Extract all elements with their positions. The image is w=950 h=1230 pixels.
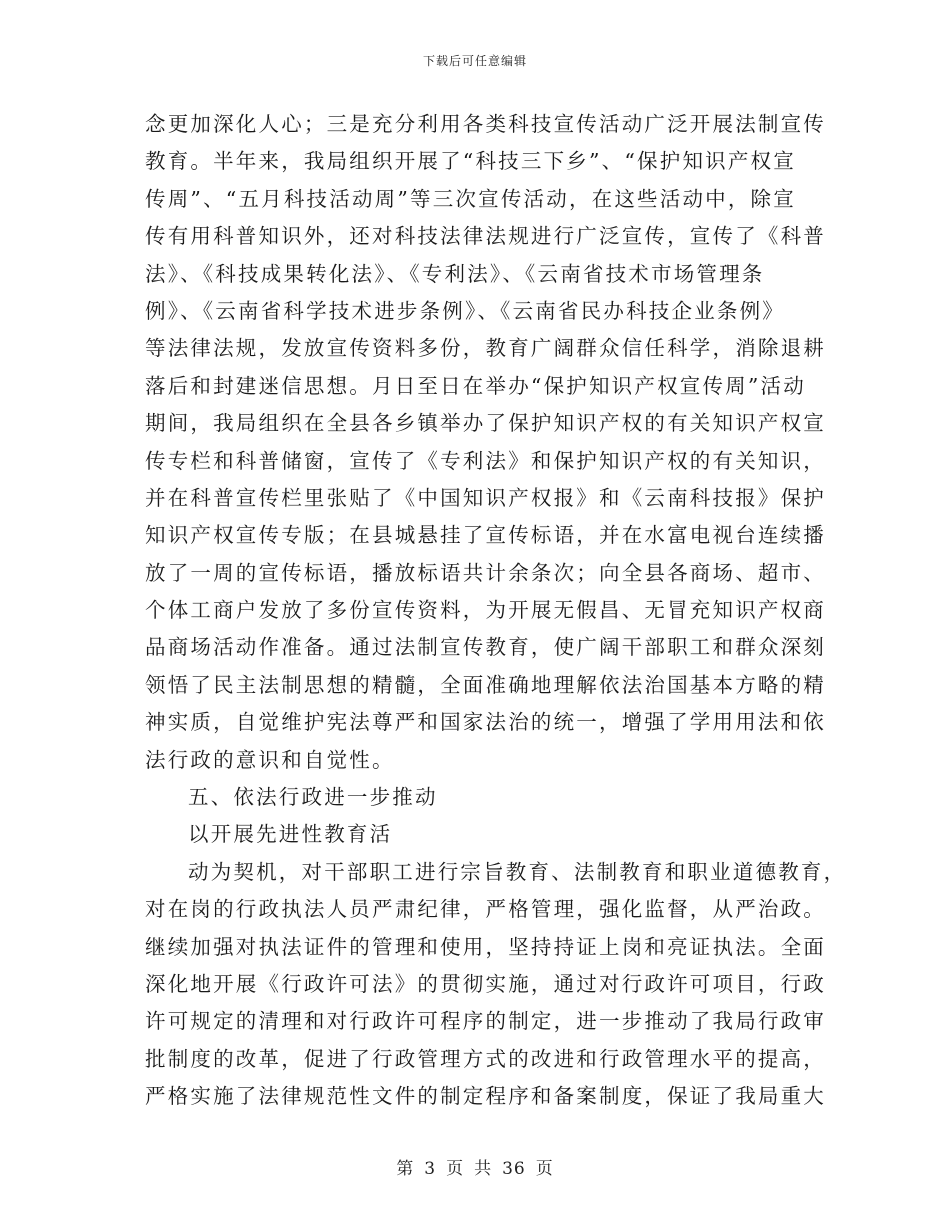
- body-line: 继续加强对执法证件的管理和使用，坚持持证上岗和亮证执法。全面: [145, 934, 826, 959]
- section-heading: 五、依法行政进一步推动: [188, 785, 438, 810]
- body-line: 传周”、“五月科技活动周”等三次宣传活动，在这些活动中，除宣: [145, 186, 796, 211]
- body-line: 个体工商户发放了多份宣传资料，为开展无假昌、无冒充知识产权商: [145, 598, 826, 623]
- body-line: 对在岗的行政执法人员严肃纪律，严格管理，强化监督，从严治政。: [145, 897, 826, 922]
- body-line: 传专栏和科普储窗，宣传了《专利法》和保护知识产权的有关知识，: [145, 448, 826, 473]
- page-header: 下载后可任意编辑: [422, 54, 527, 68]
- document-body: [145, 106, 847, 1116]
- body-line: 教育。半年来，我局组织开展了“科技三下乡”、“保护知识产权宣: [145, 149, 796, 174]
- body-line: 期间，我局组织在全县各乡镇举办了保护知识产权的有关知识产权宣: [145, 411, 826, 436]
- page-footer: [0, 1154, 950, 1179]
- body-line: 许可规定的清理和对行政许可程序的制定，进一步推动了我局行政审: [145, 1009, 826, 1034]
- body-line: 神实质，自觉维护宪法尊严和国家法治的统一，增强了学用用法和依: [145, 710, 826, 735]
- body-line: 念更加深化人心；三是充分利用各类科技宣传活动广泛开展法制宣传: [145, 112, 826, 136]
- body-line: 领悟了民主法制思想的精髓，全面准确地理解依法治国基本方略的精: [145, 672, 826, 697]
- body-line: 法》、《科技成果转化法》、《专利法》、《云南省技术市场管理条: [145, 261, 765, 286]
- body-line: 动为契机，对干部职工进行宗旨教育、法制教育和职业道德教育，: [188, 859, 847, 884]
- footer-prefix: 第: [396, 1159, 415, 1179]
- footer-total-prefix: 共: [474, 1159, 493, 1179]
- body-line: 严格实施了法律规范性文件的制定程序和备案制度，保证了我局重大: [145, 1084, 826, 1109]
- body-line: 放了一周的宣传标语，播放标语共计余条次；向全县各商场、超市、: [145, 560, 826, 585]
- body-line: 批制度的改革，促进了行政管理方式的改进和行政管理水平的提高，: [145, 1046, 826, 1071]
- body-line: 落后和封建迷信思想。月日至日在举办“保护知识产权宣传周”活动: [145, 373, 806, 398]
- body-line: 知识产权宣传专版；在县城悬挂了宣传标语，并在水富电视台连续播: [145, 523, 826, 548]
- body-line: 品商场活动作准备。通过法制宣传教育，使广阔干部职工和群众深刻: [145, 635, 826, 660]
- total-pages: 36: [502, 1159, 526, 1179]
- body-line: 法行政的意识和自觉性。: [145, 747, 395, 772]
- body-line: 例》、《云南省科学技术进步条例》、《云南省民办科技企业条例》: [145, 298, 785, 323]
- footer-total-label: 页: [535, 1159, 554, 1179]
- body-line: 并在科普宣传栏里张贴了《中国知识产权报》和《云南科技报》保护: [145, 485, 826, 510]
- body-line: 以开展先进性教育活: [188, 822, 393, 847]
- body-line: 等法律法规，发放宣传资料多份，教育广阔群众信任科学，消除退耕: [145, 336, 826, 361]
- footer-page-label: 页: [446, 1159, 465, 1179]
- body-line: 深化地开展《行政许可法》的贯彻实施，通过对行政许可项目，行政: [145, 971, 826, 996]
- body-line: 传有用科普知识外，还对科技法律法规进行广泛宣传，宣传了《科普: [145, 224, 826, 249]
- page-number: 3: [424, 1159, 437, 1179]
